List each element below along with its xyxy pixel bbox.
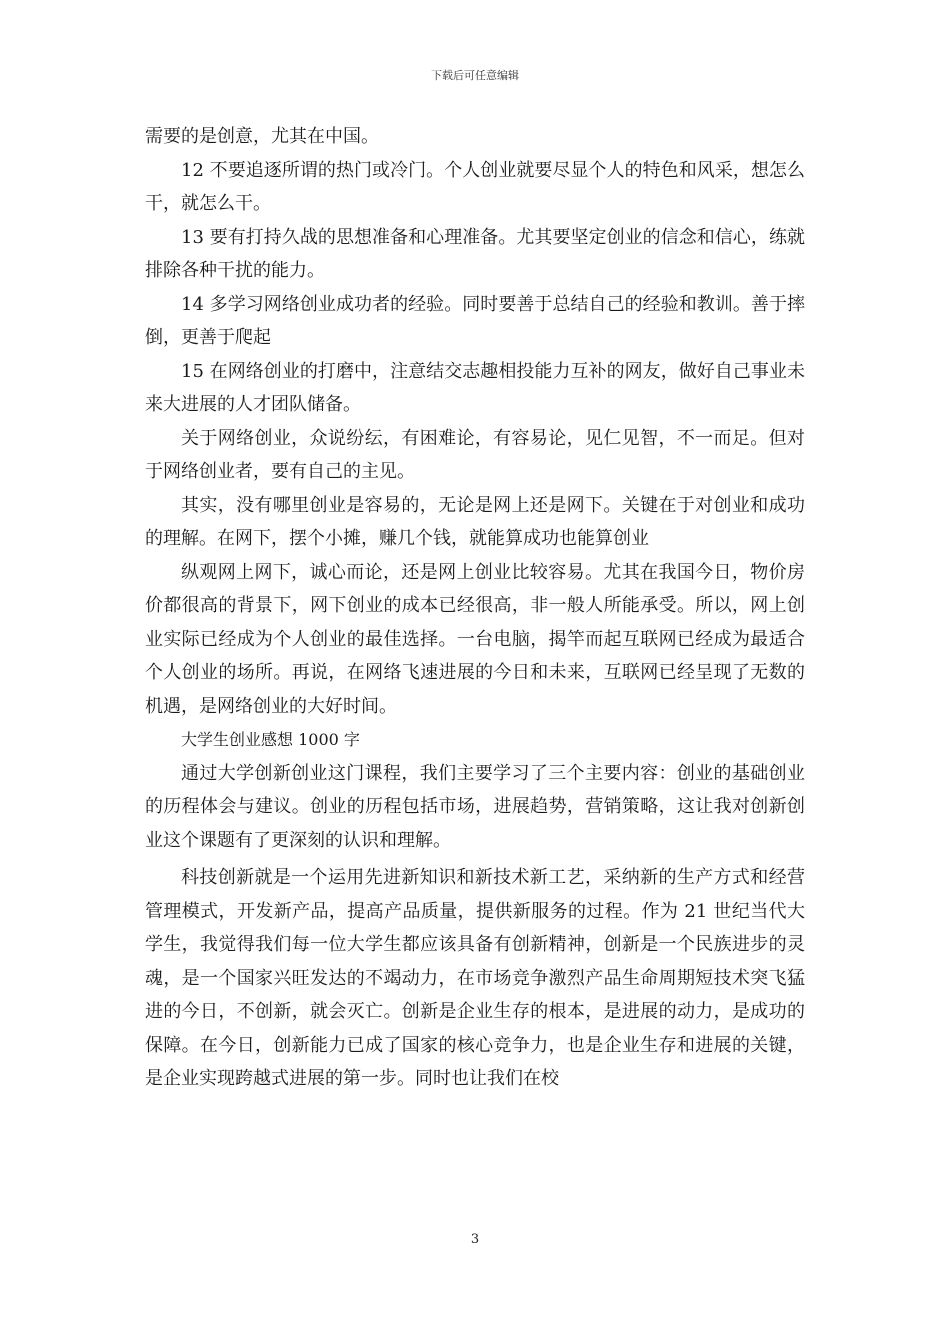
section-heading: 大学生创业感想 1000 字 xyxy=(181,730,360,749)
page-header: 下载后可任意编辑 xyxy=(431,69,519,82)
paragraph: 通过大学创新创业这门课程，我们主要学习了三个主要内容：创业的基础创业的历程体会与建议。创业的历程包括市场，进展趋势，营销策略，这让我对创新创业这个课题有了更深刻的认识和理解。 xyxy=(145,762,805,851)
paragraph: 关于网络创业，众说纷纭，有困难论，有容易论，见仁见智，不一而足。但对于网络创业者，要有自己的主见。 xyxy=(145,427,805,482)
paragraph: 13 要有打持久战的思想准备和心理准备。尤其要坚定创业的信念和信心，练就排除各种干扰的能力。 xyxy=(145,226,805,281)
paragraph: 科技创新就是一个运用先进新知识和新技术新工艺，采纳新的生产方式和经营管理模式，开发新产品，提高产品质量，提供新服务的过程。作为 21 世纪当代大学生，我觉得我们每一位大学生都应该具备有创新精神，创新是一个民族进步的灵魂，是一个国家兴旺发达的不竭动力，在市场竞争激烈产品生命周期短技术突飞猛进的今日，不创新，就会灭亡。创新是企业生存的根本，是进展的动力，是成功的保障。在今日，创新能力已成了国家的核心竞争力，也是企业生存和进展的关键，是企业实现跨越式进展的第一步。同时也让我们在校 xyxy=(145,867,805,1089)
paragraph: 15 在网络创业的打磨中，注意结交志趣相投能力互补的网友，做好自己事业未来大进展的人才团队储备。 xyxy=(145,360,805,415)
paragraph: 纵观网上网下，诚心而论，还是网上创业比较容易。尤其在我国今日，物价房价都很高的背景下，网下创业的成本已经很高，非一般人所能承受。所以，网上创业实际已经成为个人创业的最佳选择。一台电脑，揭竿而起互联网已经成为最适合个人创业的场所。再说，在网络飞速进展的今日和未来，互联网已经呈现了无数的机遇，是网络创业的大好时间。 xyxy=(145,561,805,717)
document-body xyxy=(145,120,805,1096)
paragraph: 12 不要追逐所谓的热门或冷门。个人创业就要尽显个人的特色和风采，想怎么干，就怎么干。 xyxy=(145,159,805,214)
paragraph: 14 多学习网络创业成功者的经验。同时要善于总结自己的经验和教训。善于摔倒，更善于爬起 xyxy=(145,293,805,348)
page-number: 3 xyxy=(470,1232,480,1247)
paragraph: 其实，没有哪里创业是容易的，无论是网上还是网下。关键在于对创业和成功的理解。在网下，摆个小摊，赚几个钱，就能算成功也能算创业 xyxy=(145,494,805,549)
paragraph: 需要的是创意，尤其在中国。 xyxy=(145,126,379,147)
